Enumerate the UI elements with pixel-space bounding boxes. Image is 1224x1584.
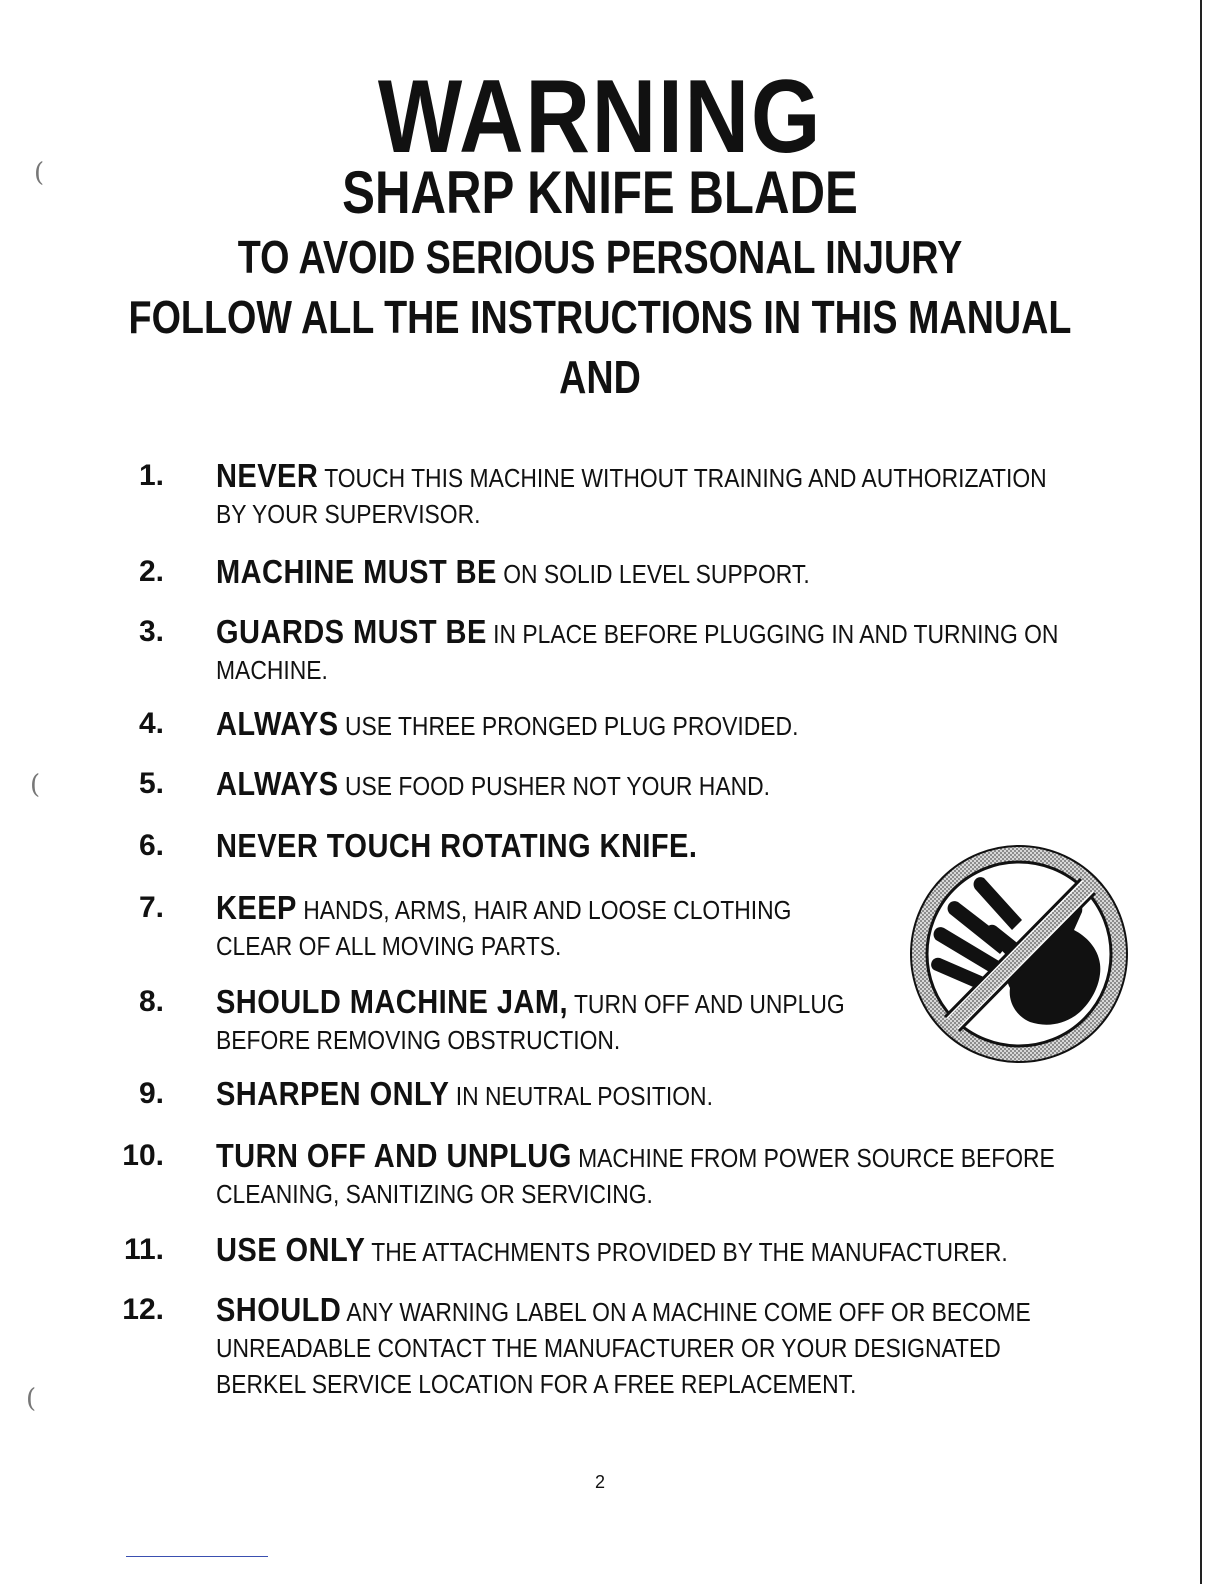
item-text [216, 457, 1047, 532]
item-number: 12. [122, 1293, 164, 1326]
item-number: 1. [138, 459, 164, 492]
item-number: 10. [122, 1139, 164, 1172]
item-text [216, 554, 1043, 592]
item-emphasis: TURN OFF AND UNPLUG [216, 1137, 572, 1174]
item-text [216, 766, 1043, 804]
header-line-1: TO AVOID SERIOUS PERSONAL INJURY [237, 231, 963, 283]
item-emphasis: SHOULD [216, 1291, 342, 1328]
header-line-2: FOLLOW ALL THE INSTRUCTIONS IN THIS MANUAL [128, 291, 1072, 343]
item-emphasis: SHOULD MACHINE JAM, [216, 983, 569, 1020]
item-number: 5. [138, 767, 164, 800]
item-body: THE ATTACHMENTS PROVIDED BY THE MANUFACTURER. [365, 1237, 1008, 1267]
item-emphasis: GUARDS MUST BE [216, 613, 487, 650]
item-emphasis: KEEP [216, 889, 297, 926]
item-body: TURN OFF AND UNPLUG [568, 989, 845, 1019]
item-body: IN NEUTRAL POSITION. [449, 1081, 713, 1111]
item-emphasis: ALWAYS [216, 765, 339, 802]
item-emphasis: MACHINE MUST BE [216, 553, 497, 590]
item-number: 2. [138, 555, 164, 588]
item-line-2: MACHINE. [216, 655, 328, 685]
item-body: USE THREE PRONGED PLUG PROVIDED. [338, 711, 799, 741]
item-emphasis: SHARPEN ONLY [216, 1075, 450, 1112]
page-number: 2 [594, 1472, 605, 1492]
item-number: 7. [138, 891, 164, 924]
warning-subtitle: SHARP KNIFE BLADE [342, 159, 858, 226]
item-line-2: CLEANING, SANITIZING OR SERVICING. [216, 1179, 653, 1209]
item-line-2: BEFORE REMOVING OBSTRUCTION. [216, 1025, 621, 1055]
item-text [216, 1137, 1055, 1212]
item-text [216, 613, 1059, 688]
item-text [216, 1076, 1043, 1114]
item-body: ANY WARNING LABEL ON A MACHINE COME OFF OR BECOME [341, 1297, 1031, 1327]
item-body: USE FOOD PUSHER NOT YOUR HAND. [338, 771, 771, 801]
item-number: 4. [138, 707, 164, 740]
item-number: 3. [138, 615, 164, 648]
item-line-2: CLEAR OF ALL MOVING PARTS. [216, 931, 562, 961]
page-edge-line [1200, 0, 1202, 1584]
item-number: 11. [123, 1233, 164, 1266]
item-line-2: UNREADABLE CONTACT THE MANUFACTURER OR YOUR DESIGNATED [216, 1333, 1001, 1363]
header-line-3: AND [559, 351, 641, 403]
item-emphasis: NEVER [216, 457, 319, 494]
item-body: TOUCH THIS MACHINE WITHOUT TRAINING AND AUTHORIZATION [318, 463, 1047, 493]
item-body: ON SOLID LEVEL SUPPORT. [496, 559, 810, 589]
item-text [216, 1232, 1043, 1270]
item-line-2: BY YOUR SUPERVISOR. [216, 499, 481, 529]
scan-mark: ( [26, 1384, 37, 1414]
no-hand-prohibition-icon [898, 838, 1140, 1070]
scan-mark: ( [30, 770, 41, 800]
item-emphasis: NEVER TOUCH ROTATING KNIFE. [216, 827, 698, 864]
item-body: IN PLACE BEFORE PLUGGING IN AND TURNING ON [486, 619, 1059, 649]
warning-title: WARNING [377, 59, 823, 175]
item-emphasis: ALWAYS [216, 705, 339, 742]
item-emphasis: USE ONLY [216, 1231, 366, 1268]
item-line-3: BERKEL SERVICE LOCATION FOR A FREE REPLACEMENT. [216, 1369, 857, 1399]
item-body: MACHINE FROM POWER SOURCE BEFORE [571, 1143, 1055, 1173]
item-text [216, 1292, 1043, 1402]
item-number: 8. [138, 985, 164, 1018]
item-text [216, 706, 1043, 744]
scan-mark: ( [34, 158, 45, 188]
item-number: 9. [138, 1077, 164, 1110]
item-number: 6. [138, 829, 164, 862]
item-body: HANDS, ARMS, HAIR AND LOOSE CLOTHING [296, 895, 792, 925]
bottom-rule [126, 1556, 268, 1557]
